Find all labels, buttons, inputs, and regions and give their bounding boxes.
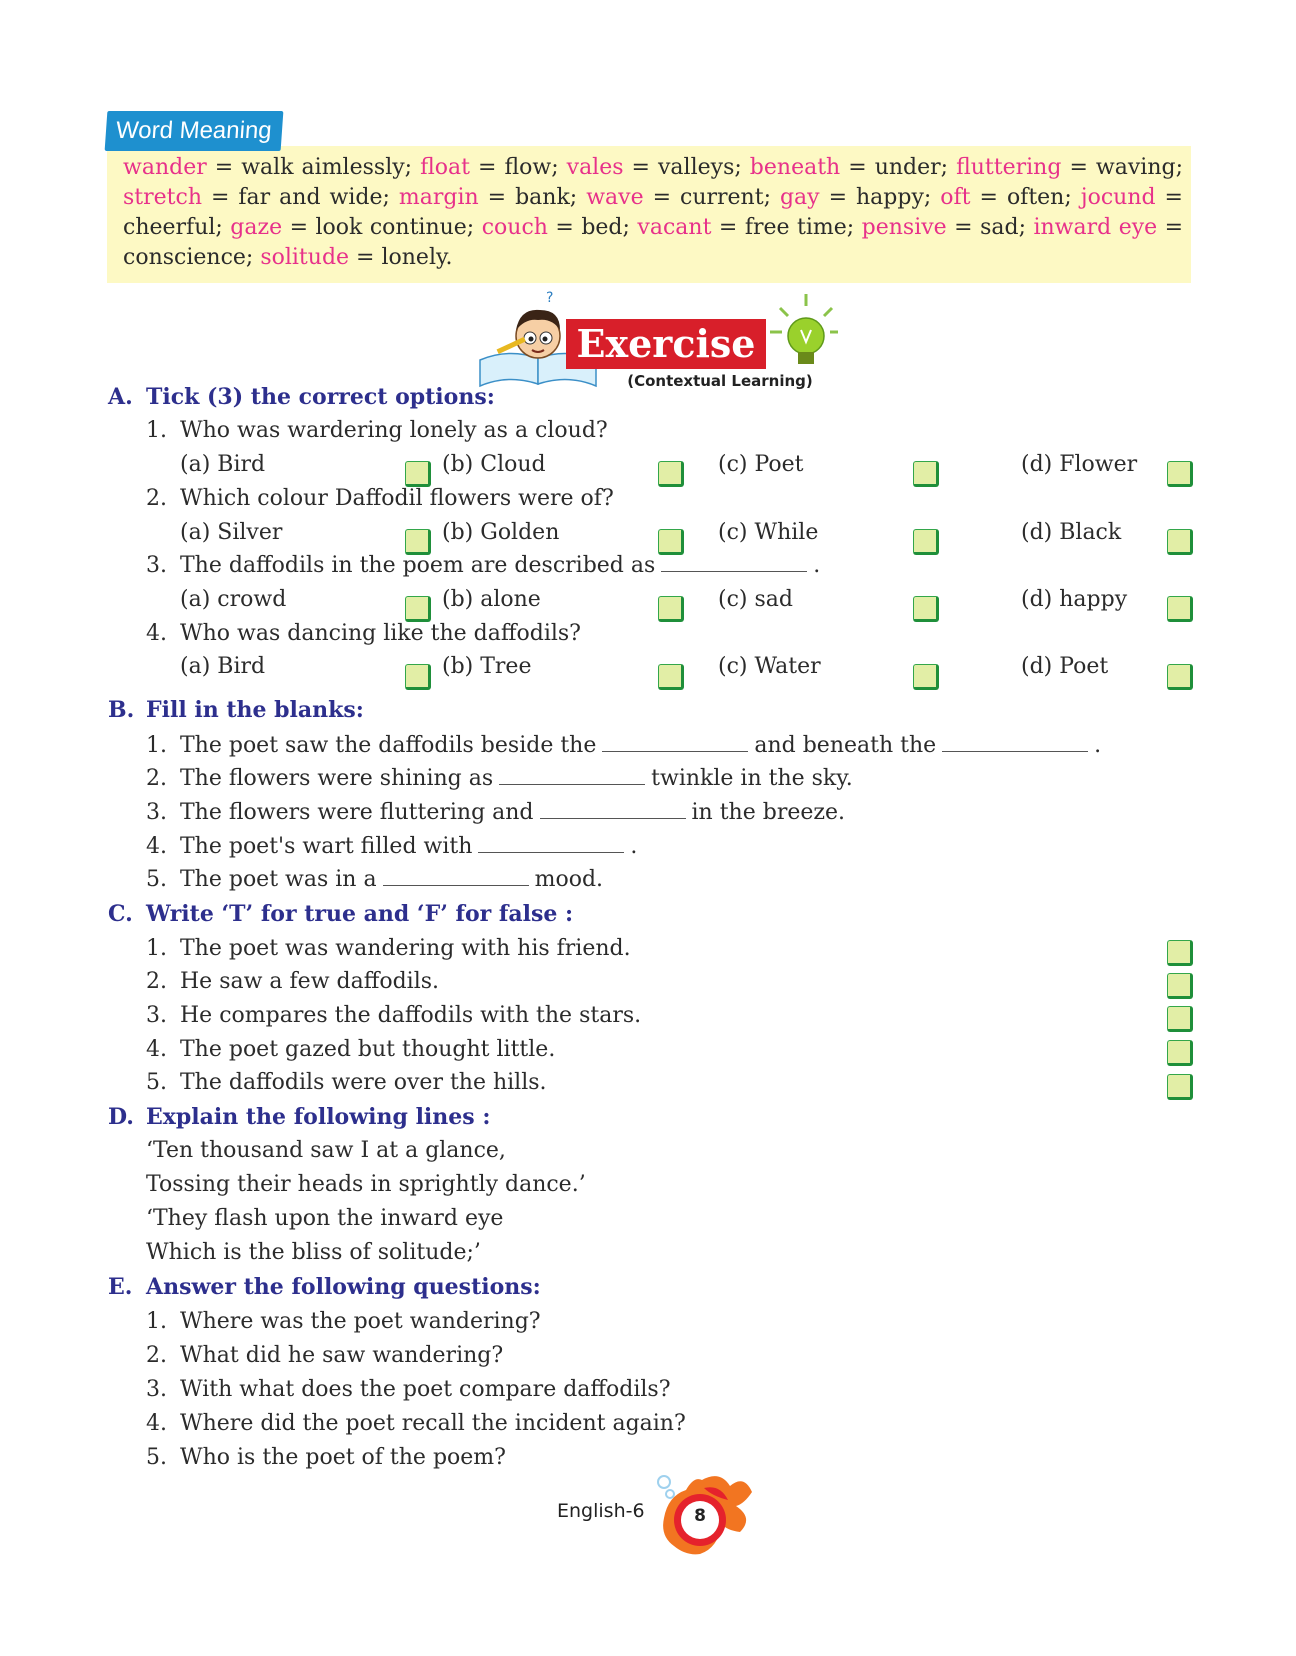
tick-box[interactable] <box>913 461 939 487</box>
item-number: 2. <box>146 766 167 791</box>
meaning: flow; <box>504 155 559 180</box>
meaning: current; <box>680 185 771 210</box>
term: fluttering <box>956 155 1062 180</box>
answer-box[interactable] <box>1167 973 1193 999</box>
mcq-question <box>146 621 581 646</box>
tick-box[interactable] <box>405 664 431 690</box>
exercise-title: Exercise <box>566 319 766 369</box>
boy-icon <box>497 310 560 358</box>
poem-line: ‘Ten thousand saw I at a glance, <box>146 1138 506 1163</box>
option: (d) Flower <box>1021 452 1138 477</box>
item-number: 4. <box>146 1037 167 1062</box>
option: (d) Poet <box>1021 654 1109 679</box>
option: (a) Silver <box>180 520 283 545</box>
term: jocund <box>1080 185 1156 210</box>
term: vacant <box>637 215 712 240</box>
term: float <box>420 155 470 180</box>
statement-text: The daffodils were over the hills. <box>180 1070 547 1095</box>
statement-text: He compares the daffodils with the stars. <box>180 1003 642 1028</box>
question-item <box>146 1411 686 1436</box>
page-number: 8 <box>694 1506 706 1526</box>
question-item <box>146 1377 671 1402</box>
meaning: bank; <box>515 185 578 210</box>
answer-blank[interactable] <box>478 835 624 853</box>
option: (d) happy <box>1021 587 1128 612</box>
tick-box[interactable] <box>1167 596 1193 622</box>
tick-box[interactable] <box>405 529 431 555</box>
term: beneath <box>749 155 841 180</box>
option: (c) Water <box>718 654 821 679</box>
section-letter: D. <box>108 1104 134 1130</box>
sentence-part: The poet saw the daffodils beside the <box>180 733 597 758</box>
answer-box[interactable] <box>1167 1006 1193 1032</box>
answer-box[interactable] <box>1167 1040 1193 1066</box>
option: (a) Bird <box>180 452 266 477</box>
meaning: cheerful; <box>123 215 223 240</box>
item-number: 5. <box>146 1445 167 1470</box>
true-false-item <box>146 969 439 994</box>
item-number: 5. <box>146 867 167 892</box>
term: vales <box>566 155 624 180</box>
tick-box[interactable] <box>658 529 684 555</box>
sentence-part: and beneath the <box>754 733 937 758</box>
tick-box[interactable] <box>658 461 684 487</box>
section-c-heading <box>108 901 573 927</box>
statement-text: He saw a few daffodils. <box>180 969 440 994</box>
meaning: bed; <box>581 215 630 240</box>
tick-box[interactable] <box>913 664 939 690</box>
tick-box[interactable] <box>1167 529 1193 555</box>
section-d-heading <box>108 1104 490 1130</box>
term: inward eye <box>1033 215 1158 240</box>
section-b-heading <box>108 697 364 723</box>
meaning: often; <box>1006 185 1072 210</box>
sentence-part: in the breeze. <box>691 800 845 825</box>
sentence-part: . <box>1094 733 1102 758</box>
true-false-item <box>146 936 631 961</box>
option: (b) alone <box>442 587 541 612</box>
meaning: walk aimlessly; <box>241 155 413 180</box>
item-number: 3. <box>146 800 167 825</box>
tick-box[interactable] <box>913 596 939 622</box>
question-mark-icon: ? <box>546 290 554 306</box>
answer-blank[interactable] <box>661 554 807 572</box>
question-text: With what does the poet compare daffodils? <box>180 1377 671 1402</box>
true-false-item <box>146 1070 547 1095</box>
question-text: The daffodils in the poem are described as <box>180 553 656 578</box>
term: gay <box>779 185 820 210</box>
item-number: 2. <box>146 1343 167 1368</box>
tick-box[interactable] <box>913 529 939 555</box>
item-number: 2. <box>146 486 167 511</box>
meaning: waving; <box>1095 155 1183 180</box>
section-title: Tick (3) the correct options: <box>146 384 495 410</box>
mcq-question <box>146 553 820 578</box>
meaning: conscience; <box>123 245 254 270</box>
item-number: 1. <box>146 936 167 961</box>
section-a-heading <box>108 384 495 410</box>
answer-blank[interactable] <box>499 767 645 785</box>
term: solitude <box>260 245 350 270</box>
question-item <box>146 1309 541 1334</box>
section-letter: E. <box>108 1274 133 1300</box>
sentence-part: The poet's wart filled with <box>180 834 473 859</box>
option: (c) While <box>718 520 819 545</box>
exercise-subtitle: (Contextual Learning) <box>627 372 813 390</box>
word-meaning-tag: Word Meaning <box>105 111 283 151</box>
item-number: 3. <box>146 1003 167 1028</box>
item-number: 1. <box>146 733 167 758</box>
sentence-part: The flowers were shining as <box>180 766 494 791</box>
answer-blank[interactable] <box>602 734 748 752</box>
section-e-heading <box>108 1274 541 1300</box>
section-letter: B. <box>108 697 135 723</box>
term: couch <box>481 215 548 240</box>
section-title: Fill in the blanks: <box>146 697 364 723</box>
question-text: Which colour Daffodil flowers were of? <box>180 486 614 511</box>
answer-blank[interactable] <box>942 734 1088 752</box>
question-end: . <box>813 553 821 578</box>
item-number: 3. <box>146 553 167 578</box>
item-number: 4. <box>146 1411 167 1436</box>
question-text: Where did the poet recall the incident again? <box>180 1411 686 1436</box>
tick-box[interactable] <box>405 596 431 622</box>
item-number: 1. <box>146 1309 167 1334</box>
mcq-question <box>146 418 608 443</box>
option: (b) Golden <box>442 520 560 545</box>
option: (c) sad <box>718 587 793 612</box>
tick-box[interactable] <box>1167 461 1193 487</box>
tick-box[interactable] <box>405 461 431 487</box>
statement-text: The poet was wandering with his friend. <box>180 936 631 961</box>
question-text: Who was dancing like the daffodils? <box>180 621 581 646</box>
term: pensive <box>861 215 947 240</box>
poem-line: ‘They flash upon the inward eye <box>146 1206 504 1231</box>
term: margin <box>398 185 479 210</box>
item-number: 2. <box>146 969 167 994</box>
fill-blank-item <box>146 800 845 825</box>
option: (d) Black <box>1021 520 1122 545</box>
tick-box[interactable] <box>1167 664 1193 690</box>
fill-blank-item <box>146 834 637 859</box>
section-title: Write ‘T’ for true and ‘F’ for false : <box>146 901 574 927</box>
item-number: 1. <box>146 418 167 443</box>
meaning: lonely. <box>381 245 453 270</box>
section-title: Explain the following lines : <box>146 1104 491 1130</box>
tick-box[interactable] <box>658 596 684 622</box>
poem-line: Tossing their heads in sprightly dance.’ <box>146 1172 586 1197</box>
option: (c) Poet <box>718 452 804 477</box>
statement-text: The poet gazed but thought little. <box>180 1037 556 1062</box>
meaning: sad; <box>980 215 1026 240</box>
question-text: Where was the poet wandering? <box>180 1309 541 1334</box>
item-number: 3. <box>146 1377 167 1402</box>
option: (a) crowd <box>180 587 287 612</box>
term: wander <box>123 155 207 180</box>
answer-blank[interactable] <box>540 801 686 819</box>
item-number: 4. <box>146 834 167 859</box>
question-item <box>146 1445 506 1470</box>
term: stretch <box>123 185 202 210</box>
question-text: Who was wardering lonely as a cloud? <box>180 418 608 443</box>
tick-box[interactable] <box>658 664 684 690</box>
word-meaning-text: wander = walk aimlessly; float = flow; vales = valleys; beneath = under; fluttering = waving; stretch = far and wide; margin = bank; wave = current; gay = happy; oft = often; jocund = cheerful; gaze = look continue; couch = bed; vacant = free time; pensive = sad; inward eye = conscience; solitude = lonely. <box>123 155 1184 270</box>
sentence-part: twinkle in the sky. <box>651 766 853 791</box>
term: gaze <box>230 215 283 240</box>
section-title: Answer the following questions: <box>146 1274 541 1300</box>
question-item <box>146 1343 503 1368</box>
option: (b) Tree <box>442 654 532 679</box>
meaning: far and wide; <box>238 185 390 210</box>
answer-box[interactable] <box>1167 940 1193 966</box>
bulb-icon <box>770 294 838 364</box>
fill-blank-item <box>146 867 603 892</box>
section-letter: A. <box>108 384 133 410</box>
question-text: What did he saw wandering? <box>180 1343 504 1368</box>
fill-blank-item <box>146 766 853 791</box>
meaning: free time; <box>744 215 855 240</box>
section-letter: C. <box>108 901 133 927</box>
true-false-item <box>146 1003 641 1028</box>
answer-box[interactable] <box>1167 1074 1193 1100</box>
sentence-part: The poet was in a <box>180 867 377 892</box>
term: oft <box>940 185 971 210</box>
answer-blank[interactable] <box>383 868 529 886</box>
option: (b) Cloud <box>442 452 546 477</box>
question-text: Who is the poet of the poem? <box>180 1445 506 1470</box>
sentence-part: . <box>630 834 638 859</box>
sentence-part: mood. <box>534 867 604 892</box>
option: (a) Bird <box>180 654 266 679</box>
poem-line: Which is the bliss of solitude;’ <box>146 1240 481 1265</box>
meaning: valleys; <box>658 155 742 180</box>
fill-blank-item <box>146 733 1101 758</box>
meaning: under; <box>874 155 949 180</box>
footer-book-label: English-6 <box>557 1500 645 1522</box>
true-false-item <box>146 1037 555 1062</box>
meaning: happy; <box>856 185 932 210</box>
item-number: 4. <box>146 621 167 646</box>
mcq-question <box>146 486 614 511</box>
meaning: look continue; <box>315 215 475 240</box>
sentence-part: The flowers were fluttering and <box>180 800 534 825</box>
term: wave <box>586 185 644 210</box>
item-number: 5. <box>146 1070 167 1095</box>
